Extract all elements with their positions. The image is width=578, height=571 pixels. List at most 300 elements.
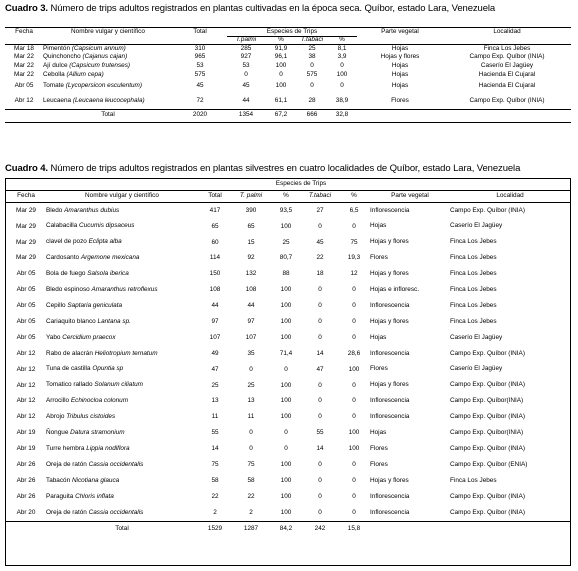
cell-tpalmi: 390: [245, 206, 257, 214]
cell-nombre: Tabacón Nicotiana glauca: [46, 476, 120, 484]
cell-fecha: Abr 19: [16, 445, 36, 453]
cell-fecha: Mar 22: [14, 53, 34, 61]
table3: [5, 27, 571, 123]
cell-fecha: Mar 18: [14, 45, 34, 53]
cell-nombre: Abrojo Tribulus cistoides: [46, 413, 116, 421]
cell-tpalmi: 2: [249, 508, 253, 516]
cell-nombre: Leucaena (Leucaena leucocephala): [43, 96, 145, 104]
cell-pct2: 75: [350, 238, 358, 246]
table-row: [5, 79, 571, 94]
cell-fecha: Mar 29: [16, 238, 36, 246]
cell-pct2: 15,8: [338, 521, 370, 536]
cell-parte: Inflorescencia: [370, 206, 410, 214]
cell-parte: Hojas: [370, 222, 387, 230]
table-row: [6, 235, 570, 251]
cell-fecha: Abr 05: [16, 286, 36, 294]
cell-pct: 100: [280, 333, 292, 341]
cell-tpalmi: 0: [249, 365, 253, 373]
table-row: [5, 53, 571, 62]
table-row: [6, 394, 570, 410]
cell-pct: 100: [280, 413, 292, 421]
cell-total: 58: [211, 476, 219, 484]
cell-localidad: Campo Exp. Quíbor (INIA): [469, 97, 545, 105]
cell-tpalmi: 0: [249, 429, 253, 437]
cell-total: 310: [194, 45, 206, 53]
cell-total: 75: [211, 460, 219, 468]
cell-fecha: Abr 20: [16, 508, 36, 516]
cell-tpalmi: 45: [242, 82, 250, 90]
cell-localidad: Campo Exp. Quíbor(INIA): [450, 397, 524, 405]
cell-parte: Inflorescencia: [370, 492, 410, 500]
table4-header-fecha: Fecha: [6, 191, 46, 203]
table4-header-especies: Especies de Trips: [275, 180, 327, 188]
cell-pct2: 0: [352, 476, 356, 484]
table-row: [6, 362, 570, 378]
cell-pct2: 0: [340, 61, 344, 69]
cell-nombre: Bledo Amaranthus dubius: [46, 206, 120, 214]
cell-parte: Hojas y flores: [370, 476, 409, 484]
cell-pct2: 32,8: [327, 109, 357, 122]
cell-ttabaci: 242: [302, 521, 338, 536]
cell-fecha: Abr 12: [16, 349, 36, 357]
cell-parte: Flores: [370, 365, 388, 373]
table3-header-total: Total: [173, 28, 227, 37]
cell-tpalmi: 44: [247, 302, 255, 310]
table4-caption-label: Cuadro 4.: [5, 163, 48, 174]
table4-header-nombre: Nombre vulgar y científico: [46, 191, 198, 203]
table3-caption: [5, 3, 495, 14]
cell-ttabaci: 0: [318, 413, 322, 421]
cell-localidad: Campo Exp. Quíbor (INIA): [450, 444, 525, 452]
cell-nombre: Cardosanto Argemone mexicana: [46, 254, 140, 262]
cell-nombre: Pimentón (Capsicum annum): [43, 45, 126, 53]
cell-fecha: Abr 26: [16, 460, 36, 468]
cell-ttabaci: 14: [316, 349, 324, 357]
cell-total: 13: [211, 397, 219, 405]
cell-fecha: Mar 29: [16, 206, 36, 214]
cell-parte: Flores: [370, 444, 388, 452]
cell-pct2: 100: [348, 429, 360, 437]
cell-ttabaci: 0: [318, 508, 322, 516]
cell-localidad: Finca Los Jebes: [450, 270, 497, 278]
cell-pct: 91,9: [274, 45, 288, 53]
cell-parte: Hojas y flores: [370, 270, 409, 278]
cell-pct: 100: [280, 460, 292, 468]
cell-pct: 100: [280, 492, 292, 500]
cell-tpalmi: 11: [247, 413, 255, 421]
table-row: [6, 505, 570, 521]
table3-caption-text: Número de trips adultos registrados en plantas cultivadas en la época seca. Quíbor, estado Lara, Venezuela: [47, 3, 496, 14]
table4-header-pct2: %: [338, 191, 370, 203]
cell-localidad: Finca Los Jebes: [450, 238, 497, 246]
cell-fecha: Abr 05: [16, 302, 36, 310]
cell-parte: Flores: [370, 460, 388, 468]
cell-total: 65: [211, 222, 219, 230]
cell-pct2: 100: [348, 365, 360, 373]
cell-tpalmi: 107: [245, 333, 257, 341]
cell-pct2: 100: [348, 445, 360, 453]
cell-pct: 100: [275, 82, 287, 90]
cell-pct: 0: [284, 365, 288, 373]
cell-tpalmi: 285: [240, 45, 252, 53]
cell-pct2: 0: [352, 302, 356, 310]
total-label: Total: [43, 109, 173, 122]
cell-localidad: Campo Exp. Quíbor (INIA): [450, 492, 525, 500]
cell-pct: 100: [280, 317, 292, 325]
cell-parte: Hojas: [391, 61, 409, 69]
cell-nombre: Cepillo Saptaria geniculata: [46, 301, 123, 309]
cell-localidad: Campo Exp. Quíbor (INIA): [450, 413, 525, 421]
cell-fecha: Mar 29: [16, 222, 36, 230]
cell-ttabaci: 14: [316, 445, 324, 453]
cell-fecha: Abr 12: [16, 413, 36, 421]
cell-total: 107: [209, 333, 221, 341]
cell-tpalmi: 0: [244, 70, 248, 78]
cell-total: 22: [211, 492, 219, 500]
table4-total-row: [6, 521, 570, 536]
cell-tpalmi: 25: [247, 381, 255, 389]
cell-fecha: Abr 12: [14, 97, 34, 105]
table-row: [6, 441, 570, 457]
cell-total: 44: [211, 302, 219, 310]
cell-pct2: 28,6: [347, 349, 361, 357]
cell-total: 2: [213, 508, 217, 516]
cell-pct: 67,2: [265, 109, 297, 122]
table3-header-pct2: %: [327, 36, 357, 45]
cell-parte: Hojas: [370, 429, 387, 437]
cell-total: 150: [209, 270, 221, 278]
cell-pct2: 0: [352, 333, 356, 341]
cell-total: 47: [211, 365, 219, 373]
cell-ttabaci: 0: [318, 286, 322, 294]
cell-nombre: clavel de pozo Eclipta alba: [46, 238, 122, 246]
cell-pct: 100: [280, 381, 292, 389]
cell-parte: Inflorescencia: [370, 301, 410, 309]
cell-pct2: 0: [352, 286, 356, 294]
cell-parte: Hojas y flores: [370, 317, 409, 325]
cell-pct2: 6,5: [349, 206, 359, 214]
cell-tpalmi: 44: [242, 97, 250, 105]
cell-tpalmi: 927: [240, 53, 252, 61]
cell-parte: Hojas y flores: [380, 53, 420, 61]
cell-total: 2020: [173, 109, 227, 122]
cell-ttabaci: 0: [318, 333, 322, 341]
cell-ttabaci: 0: [318, 397, 322, 405]
cell-ttabaci: 47: [316, 365, 324, 373]
table3-header-fecha: Fecha: [5, 28, 43, 37]
table4-caption-text: Número de trips adultos registrados en plantas silvestres en cuatro localidades de Quíbor, estado Lara, Venezuela: [47, 163, 521, 174]
cell-parte: Inflorescencia: [370, 413, 410, 421]
cell-fecha: Abr 05: [16, 333, 36, 341]
cell-pct: 100: [280, 476, 292, 484]
cell-pct: 0: [284, 445, 288, 453]
cell-nombre: Calabacilla Cucumis dipsaceus: [46, 222, 135, 230]
cell-tpalmi: 75: [247, 460, 255, 468]
cell-parte: Hojas: [391, 82, 409, 90]
cell-nombre: Rabo de alacrán Heliotropium ternatum: [46, 349, 158, 357]
table4-header-ttabaci: T.tabaci: [302, 191, 338, 203]
cell-ttabaci: 0: [310, 82, 314, 90]
cell-pct: 100: [280, 286, 292, 294]
table3-caption-label: Cuadro 3.: [5, 3, 48, 14]
cell-ttabaci: 0: [318, 381, 322, 389]
cell-pct2: 0: [352, 413, 356, 421]
cell-pct2: 8,1: [337, 45, 347, 53]
cell-total: 97: [211, 317, 219, 325]
table-row: [6, 330, 570, 346]
table-row: [6, 282, 570, 298]
cell-tpalmi: 13: [247, 397, 255, 405]
cell-ttabaci: 0: [318, 460, 322, 468]
cell-total: 49: [211, 349, 219, 357]
cell-localidad: Campo Exp. Quíbor (INIA): [469, 53, 545, 61]
table-row: [5, 70, 571, 79]
cell-pct: 100: [280, 508, 292, 516]
cell-pct2: 0: [352, 492, 356, 500]
cell-nombre: Turre hembra Lippia nodiflora: [46, 444, 130, 452]
table-row: [6, 378, 570, 394]
cell-fecha: Abr 12: [16, 381, 36, 389]
cell-parte: Hojas: [370, 333, 387, 341]
table4-header-total: Total: [198, 191, 232, 203]
cell-nombre: Cebolla (Allium cepa): [43, 70, 104, 78]
cell-nombre: Ñongue Datura stramonium: [46, 429, 125, 437]
cell-parte: Hojas: [391, 45, 409, 53]
cell-localidad: Finca Los Jebes: [450, 254, 497, 262]
table-row: [6, 314, 570, 330]
cell-localidad: Finca Los Jebes: [450, 286, 497, 294]
cell-nombre: Bola de fuego Salsola iberica: [46, 270, 129, 278]
table-row: [6, 298, 570, 314]
cell-pct: 84,2: [270, 521, 302, 536]
cell-pct: 61,1: [274, 97, 288, 105]
cell-localidad: Caserío El Jagüey: [450, 365, 503, 373]
total-label: Total: [46, 521, 198, 536]
cell-fecha: Abr 26: [16, 476, 36, 484]
cell-nombre: Tomate (Lycopersicon esculentum): [43, 82, 142, 90]
cell-tpalmi: 22: [247, 492, 255, 500]
cell-fecha: Abr 05: [16, 270, 36, 278]
table3-header-localidad: Localidad: [443, 28, 571, 37]
cell-localidad: Campo Exp. Quíbor (INIA): [450, 349, 525, 357]
cell-total: 965: [194, 53, 206, 61]
cell-fecha: Abr 26: [16, 492, 36, 500]
cell-pct: 0: [279, 70, 283, 78]
table-row: [6, 203, 570, 219]
cell-ttabaci: 0: [318, 317, 322, 325]
cell-ttabaci: 27: [316, 206, 324, 214]
cell-nombre: Arrocillo Echinocloa colonum: [46, 397, 129, 405]
cell-pct: 93,5: [279, 206, 293, 214]
cell-total: 575: [194, 70, 206, 78]
cell-total: 114: [209, 254, 221, 262]
cell-parte: Hojas y flores: [370, 238, 409, 246]
table3-total-row: [5, 109, 571, 122]
cell-tpalmi: 35: [247, 349, 255, 357]
cell-parte: Inflorescencia: [370, 397, 410, 405]
table3-header-pct: %: [265, 36, 297, 45]
cell-total: 60: [211, 238, 219, 246]
cell-pct: 25: [282, 238, 290, 246]
cell-ttabaci: 0: [318, 222, 322, 230]
table-row: [6, 346, 570, 362]
cell-ttabaci: 0: [318, 492, 322, 500]
cell-ttabaci: 666: [297, 109, 327, 122]
cell-pct2: 3,9: [337, 53, 347, 61]
cell-pct: 100: [280, 302, 292, 310]
cell-nombre: Tuna de castilla Opuntia sp: [46, 365, 124, 373]
cell-localidad: Hacienda El Cujaral: [478, 82, 536, 90]
cell-tpalmi: 53: [242, 61, 250, 69]
cell-pct: 100: [280, 222, 292, 230]
table-row: [5, 45, 571, 54]
table-row: [6, 267, 570, 283]
table3-header-parte: Parte vegetal: [357, 28, 443, 37]
cell-ttabaci: 22: [316, 254, 324, 262]
cell-tpalmi: 15: [247, 238, 255, 246]
cell-nombre: Yabo Cercidium praecox: [46, 333, 116, 341]
table-row: [6, 473, 570, 489]
cell-pct: 71,4: [279, 349, 293, 357]
cell-fecha: Mar 22: [14, 61, 34, 69]
cell-fecha: Abr 05: [14, 82, 34, 90]
cell-pct: 80,7: [279, 254, 293, 262]
cell-nombre: Bledo espinoso Amaranthus retroflexus: [46, 286, 158, 294]
cell-localidad: Caserío El Jagüey: [450, 222, 503, 230]
cell-tpalmi: 132: [245, 270, 257, 278]
cell-total: 72: [196, 97, 204, 105]
cell-parte: Inflorescencia: [370, 349, 410, 357]
cell-fecha: Abr 12: [16, 365, 36, 373]
cell-parte: Hojas y flores: [370, 381, 409, 389]
cell-pct: 0: [284, 429, 288, 437]
cell-pct2: 19,3: [347, 254, 361, 262]
cell-pct2: 0: [340, 82, 344, 90]
cell-pct: 100: [275, 61, 287, 69]
cell-localidad: Caserío El Jagüey: [480, 61, 534, 69]
table3-header-ttabaci: T.tabaci: [297, 36, 327, 45]
cell-tpalmi: 92: [247, 254, 255, 262]
cell-nombre: Tomatico rallado Solanum ciliatum: [46, 381, 143, 389]
cell-pct2: 12: [350, 270, 358, 278]
cell-localidad: Campo Exp. Quíbor (INIA): [450, 381, 525, 389]
table4-header-localidad: Localidad: [450, 191, 570, 203]
table-row: [6, 219, 570, 235]
table-row: [6, 425, 570, 441]
cell-pct: 88: [282, 270, 290, 278]
table-row: [6, 489, 570, 505]
cell-tpalmi: 0: [249, 445, 253, 453]
cell-localidad: Hacienda El Cujaral: [478, 70, 536, 78]
cell-total: 25: [211, 381, 219, 389]
cell-tpalmi: 58: [247, 476, 255, 484]
cell-total: 14: [211, 445, 219, 453]
cell-parte: Hojas e infloresc.: [370, 286, 420, 294]
cell-ttabaci: 18: [316, 270, 324, 278]
cell-nombre: Cariaquito blanco Lantana sp.: [46, 317, 131, 325]
cell-tpalmi: 97: [247, 317, 255, 325]
cell-localidad: Campo Exp. Quíbor (INIA): [450, 206, 525, 214]
cell-total: 11: [211, 413, 219, 421]
table4-frame: [5, 178, 571, 566]
cell-fecha: Mar 29: [16, 254, 36, 262]
table4-header-parte: Parte vegetal: [370, 191, 450, 203]
cell-parte: Inflorescencia: [370, 508, 410, 516]
cell-fecha: Abr 05: [16, 317, 36, 325]
cell-ttabaci: 45: [316, 238, 324, 246]
cell-parte: Hojas: [391, 70, 409, 78]
cell-tpalmi: 65: [247, 222, 255, 230]
cell-pct2: 0: [352, 460, 356, 468]
cell-total: 53: [196, 61, 204, 69]
cell-localidad: Finca Los Jebes: [450, 317, 497, 325]
cell-ttabaci: 38: [308, 53, 316, 61]
table4-caption: [5, 163, 520, 174]
table4-header-tpalmi: T. palmi: [232, 191, 270, 203]
cell-tpalmi: 1287: [232, 521, 270, 536]
cell-localidad: Campo Exp. Quíbor(INIA): [450, 429, 524, 437]
cell-total: 417: [209, 206, 221, 214]
cell-tpalmi: 1354: [227, 109, 265, 122]
cell-pct2: 100: [336, 70, 348, 78]
table4: [6, 179, 570, 536]
table3-header-tpalmi: T.palmi: [227, 36, 265, 45]
cell-nombre: Quinchoncho (Cajanus cajan): [43, 53, 128, 61]
table-row: [5, 62, 571, 71]
cell-fecha: Abr 12: [16, 397, 36, 405]
cell-ttabaci: 575: [306, 70, 318, 78]
cell-tpalmi: 108: [245, 286, 257, 294]
table3-header-nombre: Nombre vulgar y científico: [43, 28, 173, 37]
table-row: [6, 410, 570, 426]
cell-localidad: Finca Los Jebes: [450, 301, 497, 309]
cell-pct2: 0: [352, 317, 356, 325]
cell-localidad: Finca Los Jebes: [450, 476, 497, 484]
cell-pct2: 38,9: [335, 97, 349, 105]
cell-localidad: Campo Exp. Quíbor (ENIA): [450, 460, 528, 468]
cell-nombre: Oreja de ratón Cassia occidentalis: [46, 508, 144, 516]
cell-nombre: Paraguita Chloris inflata: [46, 492, 114, 500]
cell-localidad: Caserío El Jagüey: [450, 333, 503, 341]
cell-parte: Flores: [370, 254, 388, 262]
cell-nombre: Ají dulce (Capsicum frutenses): [43, 61, 131, 69]
cell-pct2: 0: [352, 222, 356, 230]
cell-ttabaci: 25: [308, 45, 316, 53]
cell-ttabaci: 0: [310, 61, 314, 69]
cell-ttabaci: 28: [308, 97, 316, 105]
cell-total: 108: [209, 286, 221, 294]
cell-pct: 100: [280, 397, 292, 405]
table3-header-especies: Especies de Trips: [227, 28, 357, 37]
cell-total: 55: [211, 429, 219, 437]
cell-ttabaci: 0: [318, 476, 322, 484]
cell-parte: Flores: [391, 97, 409, 105]
cell-pct2: 0: [352, 508, 356, 516]
cell-localidad: Finca Los Jebes: [483, 45, 531, 53]
cell-ttabaci: 0: [318, 302, 322, 310]
cell-ttabaci: 55: [316, 429, 324, 437]
table4-header-pct: %: [270, 191, 302, 203]
cell-nombre: Oreja de ratón Cassia occidentalis: [46, 460, 144, 468]
cell-localidad: Campo Exp. Quíbor (INIA): [450, 508, 525, 516]
cell-total: 45: [196, 82, 204, 90]
table-row: [6, 457, 570, 473]
table-row: [5, 94, 571, 109]
cell-fecha: Mar 22: [14, 70, 34, 78]
cell-fecha: Abr 19: [16, 429, 36, 437]
cell-pct2: 0: [352, 381, 356, 389]
table-row: [6, 251, 570, 267]
